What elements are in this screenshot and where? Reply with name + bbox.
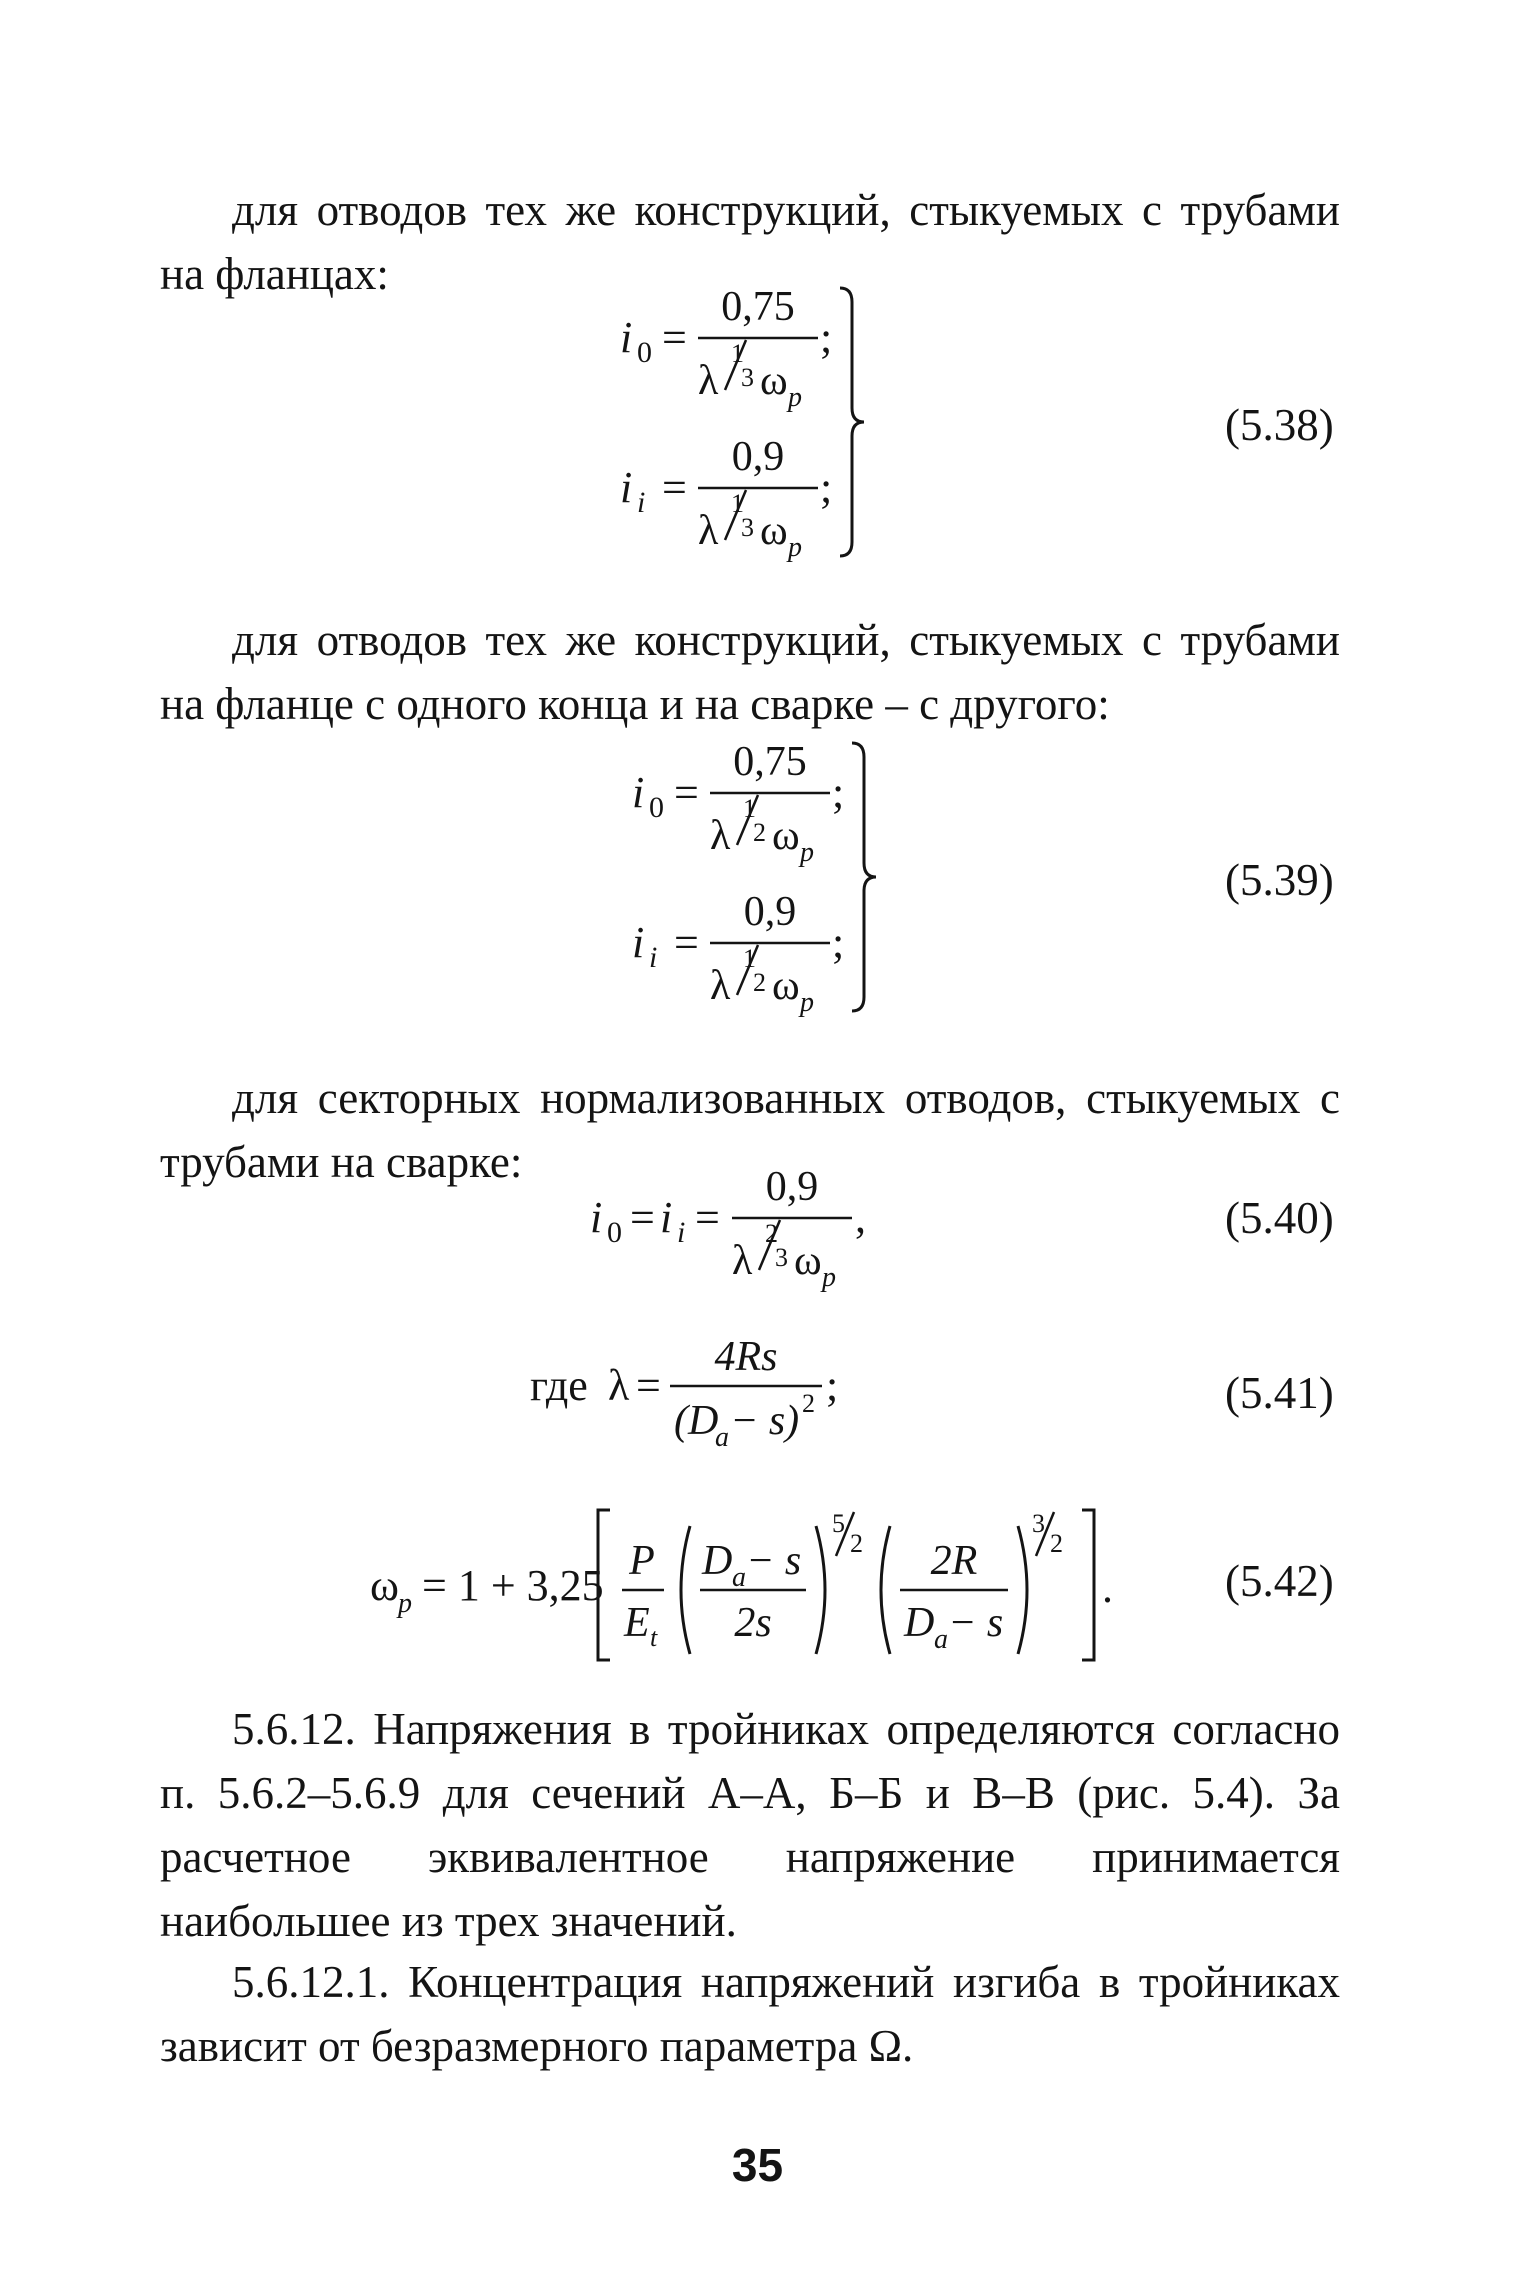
eq539-r1-sub: 0 xyxy=(649,791,664,824)
formula-5-42 xyxy=(360,1490,1140,1680)
eq539-r2-equals: = xyxy=(674,918,699,967)
eq539-r2-omega-sub: p xyxy=(800,987,814,1018)
paragraph-5-6-12: 5.6.12. Напряжения в тройниках определяются согласно п. 5.6.2–5.6.9 для сечений А–А, Б–Б и В–В (рис. 5.4). За расчетное эквивалентное напряжение принимается наибольшее из трех значений. xyxy=(160,1704,1340,1946)
eq539-r1-exp-num: 1 xyxy=(743,794,756,823)
eq542-pow1-num: 5 xyxy=(832,1509,845,1538)
eq539-r1-lambda: λ xyxy=(710,813,731,859)
eq540-omega-sub: p xyxy=(822,1262,836,1293)
eq538-row2 xyxy=(620,434,832,563)
eq541-den-sub: a xyxy=(715,1422,729,1453)
eq538-number: (5.38) xyxy=(1225,400,1334,450)
eq542-pow2-num: 3 xyxy=(1032,1509,1045,1538)
eq541-numerator: 4Rs xyxy=(714,1334,778,1380)
eq542-pow2-den: 2 xyxy=(1050,1529,1063,1558)
eq538-r2-numerator: 0,9 xyxy=(731,434,785,480)
eq540-exp-num: 2 xyxy=(765,1219,778,1248)
eq542-f3-den-sub: a xyxy=(934,1624,948,1655)
eq539-r2-sub: i xyxy=(649,941,658,974)
eq538-r2-omega-sub: p xyxy=(788,532,802,563)
eq541-equals: = xyxy=(636,1361,661,1410)
eq542-f2-num-rest: − s xyxy=(746,1538,802,1584)
eq540-lambda: λ xyxy=(732,1238,753,1284)
eq542-f1-den-sub: t xyxy=(650,1623,658,1652)
eq542-f1-den: E xyxy=(624,1600,650,1646)
eq540-end: , xyxy=(855,1193,866,1242)
eq541-den-rest: − s) xyxy=(730,1398,800,1444)
eq539-r2-end: ; xyxy=(832,918,845,967)
eq539-r1-equals: = xyxy=(674,768,699,817)
eq539-r2-omega: ω xyxy=(772,963,800,1009)
eq542-f1-numerator: P xyxy=(629,1538,655,1584)
eq538-r1-numerator: 0,75 xyxy=(721,284,795,330)
eq542-f2-den: 2s xyxy=(734,1600,772,1646)
eq540-omega: ω xyxy=(794,1238,822,1284)
eq540-number: (5.40) xyxy=(1225,1193,1334,1243)
eq539-right-brace xyxy=(852,743,876,1011)
eq538-r1-omega: ω xyxy=(760,358,788,404)
paragraph-5-6-12-1: 5.6.12.1. Концентрация напряжений изгиба в тройниках зависит от безразмерного параметра Ω. xyxy=(160,1957,1340,2071)
eq540-sub1: 0 xyxy=(607,1216,622,1249)
eq539-row2 xyxy=(632,889,844,1018)
eq541-lambda: λ xyxy=(608,1361,630,1410)
eq539-r1-lhs: i xyxy=(632,768,645,817)
eq538-r2-equals: = xyxy=(662,463,687,512)
eq542-paren2-left xyxy=(881,1526,890,1654)
paragraph-flange-weld: для отводов тех же конструкций, стыкуемых с трубами на фланце с одного конца и на сварке – с другого: xyxy=(160,615,1340,729)
eq542-f3-den-rest: − s xyxy=(948,1600,1004,1646)
paragraph-flanges: для отводов тех же конструкций, стыкуемых с трубами на фланцах: xyxy=(160,185,1340,299)
eq539-number: (5.39) xyxy=(1225,855,1334,905)
eq542-pow1-den: 2 xyxy=(850,1529,863,1558)
eq538-r1-exp-num: 1 xyxy=(731,339,744,368)
eq538-r1-lhs: i xyxy=(620,313,633,362)
eq540-sub2: i xyxy=(677,1216,686,1249)
eq542-paren1-right xyxy=(816,1526,825,1654)
eq538-r1-lambda: λ xyxy=(698,358,719,404)
eq539-r2-lambda: λ xyxy=(710,963,731,1009)
eq538-r2-lambda: λ xyxy=(698,508,719,554)
eq538-r2-sub: i xyxy=(637,486,646,519)
formula-5-41 xyxy=(530,1320,910,1460)
eq542-rhs: = 1 + 3,25 xyxy=(422,1561,604,1610)
eq538-r1-sub: 0 xyxy=(637,336,652,369)
formula-5-38 xyxy=(600,280,900,580)
eq539-r2-exp-den: 2 xyxy=(753,968,766,997)
eq539-r1-numerator: 0,75 xyxy=(733,739,807,785)
eq538-r1-omega-sub: p xyxy=(788,382,802,413)
eq539-r1-exp-den: 2 xyxy=(753,818,766,847)
eq538-r2-end: ; xyxy=(820,463,833,512)
eq539-r2-lhs: i xyxy=(632,918,645,967)
eq539-r1-omega-sub: p xyxy=(800,837,814,868)
eq542-lhs: ω xyxy=(370,1561,399,1610)
eq541-where: где xyxy=(530,1361,588,1410)
eq540-lhs2: i xyxy=(660,1193,673,1242)
paragraph-sector-bends: для секторных нормализованных отводов, стыкуемых с трубами на сварке: xyxy=(160,1073,1340,1187)
eq540-equals2: = xyxy=(695,1193,720,1242)
eq540-lhs1: i xyxy=(590,1193,603,1242)
eq541-den-open: (D xyxy=(674,1398,719,1444)
eq541-end: ; xyxy=(826,1361,839,1410)
eq542-right-bracket xyxy=(1082,1510,1094,1660)
eq542-f3-num: 2R xyxy=(930,1538,978,1584)
eq542-f2-num: D xyxy=(702,1538,733,1584)
eq540-exp-den: 3 xyxy=(775,1243,788,1272)
eq538-r2-omega: ω xyxy=(760,508,788,554)
formula-5-40 xyxy=(580,1160,900,1320)
eq538-r2-lhs: i xyxy=(620,463,633,512)
eq542-end: . xyxy=(1102,1563,1113,1612)
eq542-paren2-right xyxy=(1018,1526,1027,1654)
eq540-numerator: 0,9 xyxy=(765,1164,819,1210)
eq542-paren1-left xyxy=(681,1526,690,1654)
eq538-right-brace xyxy=(840,288,864,556)
eq538-r2-exp-num: 1 xyxy=(731,489,744,518)
eq539-r2-numerator: 0,9 xyxy=(743,889,797,935)
eq542-lhs-sub: p xyxy=(398,1588,412,1619)
eq539-row1 xyxy=(632,739,844,868)
eq540-equals1: = xyxy=(630,1193,655,1242)
eq538-r1-end: ; xyxy=(820,313,833,362)
page-number: 35 xyxy=(731,2139,784,2191)
formula-5-39 xyxy=(612,735,912,1035)
eq542-f2-num-sub: a xyxy=(732,1562,746,1593)
eq538-r2-exp-den: 3 xyxy=(741,513,754,542)
eq538-row1 xyxy=(620,284,832,413)
eq542-f3-den: D xyxy=(904,1600,935,1646)
eq541-den-pow: 2 xyxy=(802,1389,815,1418)
eq539-r1-omega: ω xyxy=(772,813,800,859)
eq542-number: (5.42) xyxy=(1225,1556,1334,1606)
eq541-number: (5.41) xyxy=(1225,1368,1334,1418)
eq538-r1-equals: = xyxy=(662,313,687,362)
eq539-r2-exp-num: 1 xyxy=(743,944,756,973)
eq539-r1-end: ; xyxy=(832,768,845,817)
eq538-r1-exp-den: 3 xyxy=(741,363,754,392)
